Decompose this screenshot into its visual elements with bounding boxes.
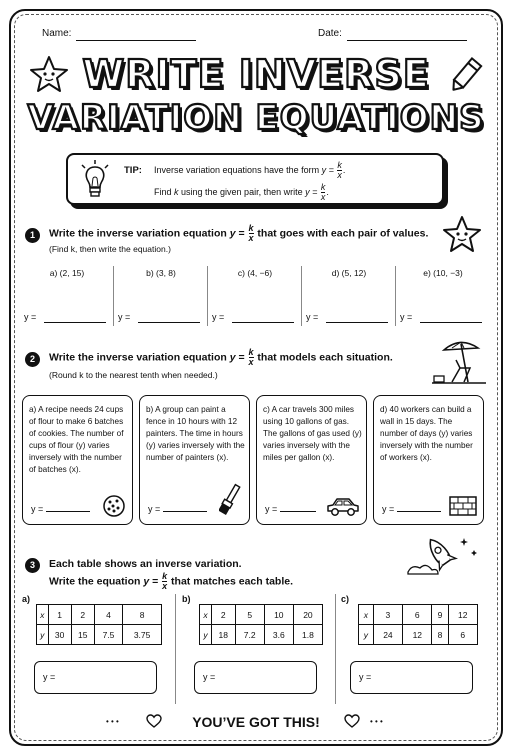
tip-line2-k: k [174,186,179,197]
pair-c: c) (4, −6) [237,268,273,278]
divider [301,266,302,326]
answer-label-b: y = [118,312,131,322]
table-row [37,625,162,645]
section3-number: 3 [25,558,40,573]
tip-box [66,153,444,205]
table-row [359,605,478,625]
lightbulb-icon [78,159,112,201]
table-cell: 3 [373,605,402,625]
table-cell: 8 [123,605,162,625]
table-cell: 9 [432,605,448,625]
situation-text-b: b) A group can paint a fence in 10 hours with 12 painters. The time in hours (y) varies inversely with the number of painters (x). [146,405,245,462]
table-cell: 12 [448,605,477,625]
section1-title: Write the inverse variation equation y = $\frac{k}{x}$ that goes with each pair of values. [49,223,429,243]
answer-label-text: y = [382,504,395,514]
situation-text-a: a) A recipe needs 24 cups of flour to make 6 batches of cookies. The number of cups of flour (y) varies inversely with the number of batches (x). [29,405,124,474]
tip-line1: Inverse variation equations have the form y = $\frac{k}{x}$ . [154,160,346,180]
date-label: Date: [318,28,342,39]
table-cell: 18 [211,625,235,645]
answer-label [31,504,90,514]
car-icon [326,496,360,518]
table-cell: 20 [293,605,322,625]
frac-num: k [320,182,326,192]
frac-den: x [337,170,342,180]
situation-card-b [139,395,250,525]
answer-label-c: y = [212,312,225,322]
section1-number: 1 [25,228,40,243]
tip-line1-text: Inverse variation equations have the form [154,164,322,175]
tip-line2-mid: using the given pair, then write [178,186,306,197]
divider [207,266,208,326]
answer-label: y = [359,672,372,682]
table-a-label: a) [22,594,31,604]
table-cell: 2 [71,605,94,625]
tip-fraction [337,161,342,180]
tip-line1-eq: y = [321,164,334,175]
answer-label: y = [43,672,56,682]
page-title-line2: VARIATION EQUATIONS [27,98,485,138]
section2-number: 2 [25,352,40,367]
section1-fraction [249,224,254,243]
frac-den: x [320,192,326,202]
tip-line2-pre: Find [154,186,175,197]
answer-line[interactable] [397,511,441,512]
table-cell: 5 [235,605,264,625]
answer-label-d: y = [306,312,319,322]
name-field[interactable] [76,40,196,41]
brick-wall-icon [449,496,477,516]
footer-message: YOU’VE GOT THIS! [192,714,320,730]
footer-dots-left: • • • [106,717,119,726]
answer-line-d[interactable] [326,322,388,323]
tip-line2-eq: y = [305,186,318,197]
table-row [359,625,478,645]
section3-title-post: that matches each table. [168,575,294,588]
section3-title-line1: Each table shows an inverse variation. [49,558,242,570]
name-label: Name: [42,28,72,39]
answer-line-c[interactable] [232,322,294,323]
pair-d: d) (5, 12) [331,268,367,278]
table-cell: 1.8 [293,625,322,645]
situation-card-c [256,395,367,525]
section3-title-line2: Write the equation y = $\frac{k}{x}$ that matches each table. [49,571,294,591]
frac-den: x [248,357,254,367]
frac-den: x [248,233,254,243]
star-icon [441,214,483,254]
situation-text-d: d) 40 workers can build a wall in 15 days. The number of days (y) varies inversely with the number of workers (x). [380,405,473,462]
section2-title-post: that models each situation. [254,351,393,364]
situation-card-a [22,395,133,525]
answer-label-text: y = [265,504,278,514]
table-cell: 30 [48,625,71,645]
table-row [200,605,323,625]
tip-fraction-2 [321,183,326,202]
tip-label: TIP: [124,165,142,176]
section2-fraction [249,348,254,367]
page-title-line1: WRITE INVERSE [82,52,430,96]
answer-label [265,504,316,514]
divider [175,594,176,704]
divider [395,266,396,326]
table-cell: 7.2 [235,625,264,645]
section1-title-pre: Write the inverse variation equation [49,227,230,240]
pair-b: b) (3, 8) [146,268,176,278]
table-a [36,604,162,645]
answer-label [148,504,207,514]
table-cell: 12 [403,625,432,645]
beach-chair-icon [430,338,488,388]
answer-box-c[interactable] [350,661,473,694]
table-cell: 8 [432,625,448,645]
answer-label-e: y = [400,312,413,322]
section3-fraction [162,572,167,591]
answer-box-a[interactable] [34,661,157,694]
heart-icon [344,714,360,729]
table-cell: 6 [403,605,432,625]
table-cell: x [359,605,374,625]
frac-num: k [248,347,254,357]
section1-subtitle: (Find k, then write the equation.) [49,244,171,254]
table-b-label: b) [182,594,191,604]
frac-num: k [337,160,342,170]
divider [113,266,114,326]
table-cell: y [359,625,374,645]
table-cell: 15 [71,625,94,645]
section2-title: Write the inverse variation equation y = $\frac{k}{x}$ that models each situation. [49,347,393,367]
answer-line[interactable] [46,511,90,512]
table-cell: x [200,605,212,625]
table-c-label: c) [341,594,350,604]
table-cell: 1 [48,605,71,625]
footer-dots-right: • • • [370,717,383,726]
table-row [200,625,323,645]
table-cell: x [37,605,49,625]
table-cell: 6 [448,625,477,645]
answer-label [382,504,441,514]
table-cell: 3.75 [123,625,162,645]
answer-label-text: y = [148,504,161,514]
frac-num: k [248,223,254,233]
cookie-icon [102,494,126,518]
table-cell: 7.5 [94,625,122,645]
answer-label: y = [203,672,216,682]
answer-line-b[interactable] [138,322,200,323]
table-row [37,605,162,625]
table-cell: 4 [94,605,122,625]
pair-e: e) (10, −3) [423,268,463,278]
rocket-icon [402,532,482,578]
answer-box-b[interactable] [194,661,317,694]
section2-title-pre: Write the inverse variation equation [49,351,230,364]
section1-title-post: that goes with each pair of values. [254,227,429,240]
answer-line-e[interactable] [420,322,482,323]
table-cell: y [200,625,212,645]
answer-label-text: y = [31,504,44,514]
pair-a: a) (2, 15) [49,268,85,278]
table-cell: 24 [373,625,402,645]
table-cell: y [37,625,49,645]
situation-card-d [373,395,484,525]
date-field[interactable] [347,40,467,41]
answer-label-a: y = [24,312,37,322]
frac-num: k [162,571,168,581]
answer-line-a[interactable] [44,322,106,323]
section3-title-pre: Write the equation [49,575,144,588]
table-cell: 10 [264,605,293,625]
table-c [358,604,478,645]
frac-den: x [162,581,168,591]
table-b [199,604,323,645]
paintbrush-icon [219,482,241,518]
situation-text-c: c) A car travels 300 miles using 10 gallons of gas. The gallons of gas used (y) varies inversely with the miles per gallon (x). [263,405,362,462]
tip-line2: Find k using the given pair, then write y = $\frac{k}{x}$ . [154,182,329,202]
answer-line[interactable] [280,511,316,512]
table-cell: 2 [211,605,235,625]
section2-subtitle: (Round k to the nearest tenth when needed.) [49,370,218,380]
divider [335,594,336,704]
answer-line[interactable] [163,511,207,512]
table-cell: 3.6 [264,625,293,645]
